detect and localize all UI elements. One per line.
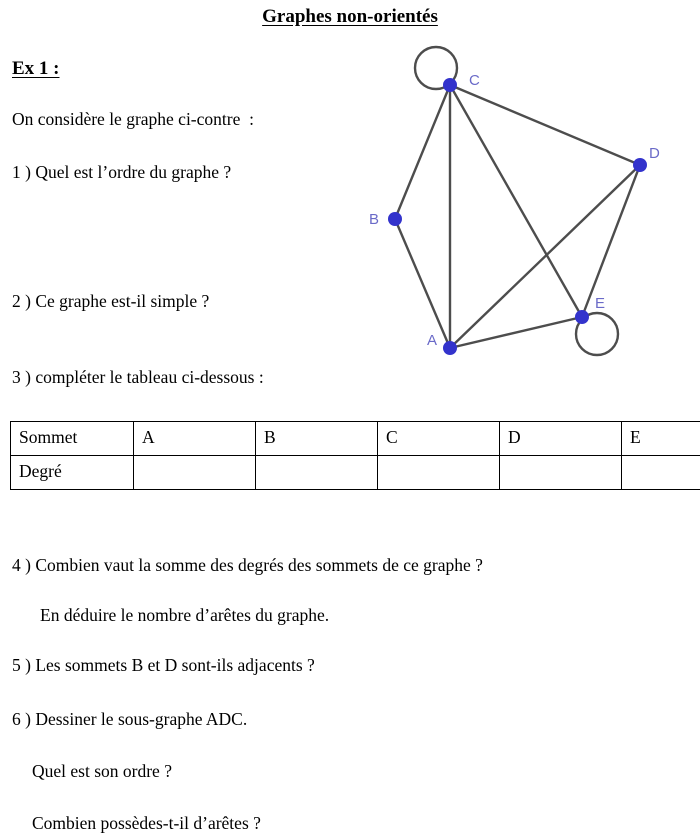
question-6: 6 ) Dessiner le sous-graphe ADC. <box>12 709 248 729</box>
table-cell-degree-e[interactable] <box>622 456 700 490</box>
edge-d-e <box>582 165 640 317</box>
table-cell-degree-c[interactable] <box>378 456 500 490</box>
table-cell-vertex-c: C <box>378 422 500 456</box>
graph-figure <box>355 40 700 380</box>
vertex-label-e: E <box>595 295 606 312</box>
graph-svg <box>355 40 700 380</box>
exercise-heading: Ex 1 : <box>12 58 60 79</box>
table-row-sommet <box>11 422 700 456</box>
question-4: 4 ) Combien vaut la somme des degrés des sommets de ce graphe ? <box>12 555 483 575</box>
vertex-e <box>575 310 589 324</box>
degree-table <box>10 421 700 490</box>
question-2: 2 ) Ce graphe est-il simple ? <box>12 291 210 311</box>
question-4-sub: En déduire le nombre d’arêtes du graphe. <box>40 605 330 625</box>
table-row-degre <box>11 456 700 490</box>
edge-c-d <box>450 85 640 165</box>
vertex-label-d: D <box>649 145 660 162</box>
edge-a-d <box>450 165 640 348</box>
table-row-header-degre: Degré <box>11 456 134 490</box>
table-row-header-sommet: Sommet <box>11 422 134 456</box>
vertex-label-a: A <box>427 332 438 349</box>
graph-vertex-labels <box>369 72 660 349</box>
table-cell-vertex-e: E <box>622 422 700 456</box>
question-3: 3 ) compléter le tableau ci-dessous : <box>12 367 264 387</box>
table-cell-vertex-d: D <box>500 422 622 456</box>
vertex-d <box>633 158 647 172</box>
edge-b-a <box>395 219 450 348</box>
question-5: 5 ) Les sommets B et D sont-ils adjacents ? <box>12 655 315 675</box>
question-6-sub-aretes: Combien possèdes-t-il d’arêtes ? <box>32 813 261 833</box>
vertex-c <box>443 78 457 92</box>
table-cell-vertex-b: B <box>256 422 378 456</box>
question-1: 1 ) Quel est l’ordre du graphe ? <box>12 162 232 182</box>
question-6-sub-ordre: Quel est son ordre ? <box>32 761 172 781</box>
vertex-a <box>443 341 457 355</box>
table-cell-vertex-a: A <box>134 422 256 456</box>
vertex-label-b: B <box>369 211 380 228</box>
intro-text: On considère le graphe ci-contre : <box>12 109 254 129</box>
edge-c-e <box>450 85 582 317</box>
graph-vertices <box>388 78 647 355</box>
page-title: Graphes non-orientés <box>262 6 438 27</box>
edge-a-e <box>450 317 582 348</box>
table-cell-degree-a[interactable] <box>134 456 256 490</box>
table-cell-degree-d[interactable] <box>500 456 622 490</box>
edge-c-b <box>395 85 450 219</box>
table-cell-degree-b[interactable] <box>256 456 378 490</box>
vertex-b <box>388 212 402 226</box>
vertex-label-c: C <box>469 72 480 89</box>
